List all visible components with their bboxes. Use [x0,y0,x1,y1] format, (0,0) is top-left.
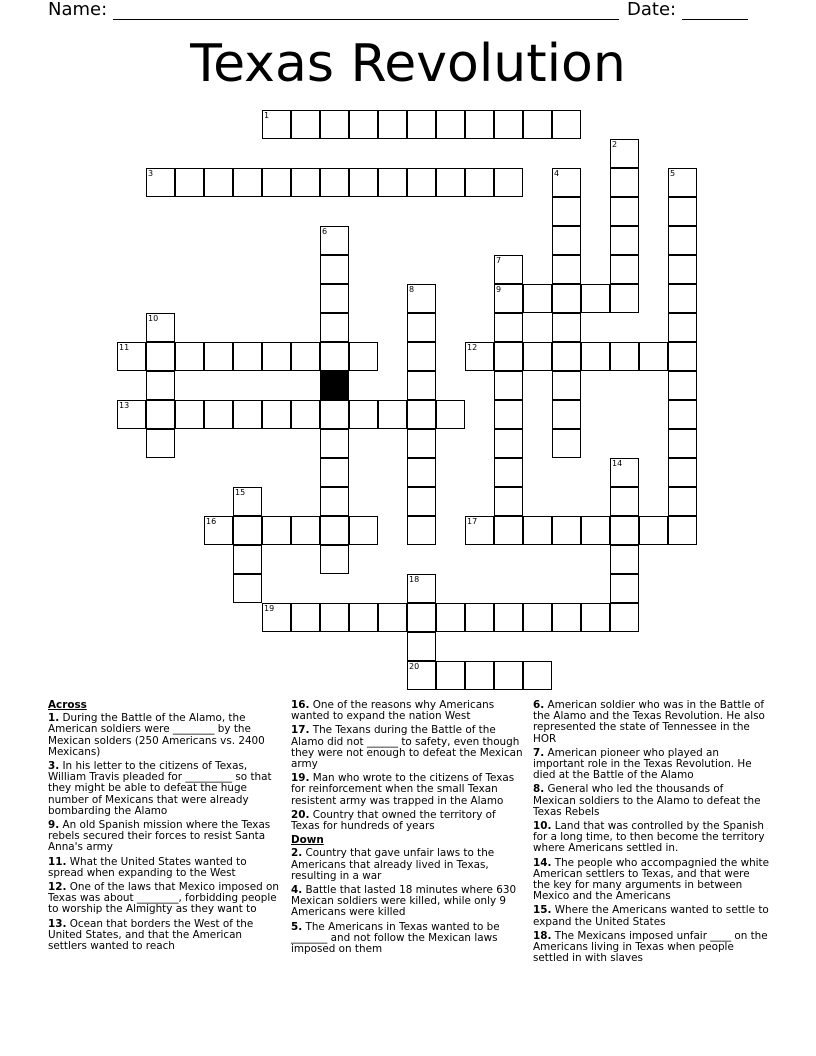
grid-cell[interactable] [407,574,436,603]
grid-cell[interactable] [494,661,523,690]
grid-cell[interactable] [552,110,581,139]
grid-cell[interactable] [668,429,697,458]
grid-cell[interactable] [233,516,262,545]
grid-cell[interactable] [320,429,349,458]
grid-cell[interactable] [552,371,581,400]
grid-cell[interactable] [349,400,378,429]
clue-number-label: 13. [48,917,67,930]
name-label: Name: [48,0,108,20]
clue-item [291,885,527,919]
clue-number-label: 7. [533,746,545,759]
page-title: Texas Revolution [190,34,626,94]
grid-cell[interactable] [465,110,494,139]
down-heading: Down [291,834,324,847]
clue-number-label: 2. [291,847,303,860]
down-clue-list-1 [291,848,527,955]
grid-cell[interactable] [320,342,349,371]
grid-cell[interactable] [494,313,523,342]
clue-number: 13 [119,401,130,410]
clue-item [48,919,284,953]
grid-cell[interactable] [349,168,378,197]
grid-cell[interactable] [262,516,291,545]
grid-cell[interactable] [291,168,320,197]
grid-cell[interactable] [233,168,262,197]
clue-number-label: 9. [48,819,60,832]
clue-text: One of the laws that Mexico imposed on Texas was about ________, forbidding people to worship the Almighty as they want to [48,881,279,916]
grid-cell[interactable] [146,313,175,342]
grid-cell[interactable] [494,168,523,197]
grid-cell[interactable] [610,255,639,284]
clue-number-label: 20. [291,808,310,821]
grid-cell[interactable] [320,545,349,574]
grid-cell[interactable] [552,400,581,429]
clues-column-3 [533,700,769,967]
clue-text: In his letter to the citizens of Texas, William Travis pleaded for _________ so that they might be able to defeat the huge number of Mexicans that were already bombarding the Alamo [48,760,272,817]
grid-cell[interactable] [204,516,233,545]
grid-cell[interactable] [233,545,262,574]
clue-number-label: 5. [291,920,303,933]
grid-cell[interactable] [610,139,639,168]
clue-number-label: 16. [291,699,310,711]
grid-cell[interactable] [610,516,639,545]
grid-cell[interactable] [610,168,639,197]
grid-cell[interactable] [320,168,349,197]
clue-text: The Texans during the Battle of the Alamo did not ______ to safety, even though they were not enough to defeat the Mexican army [291,724,523,771]
clue-number: 10 [148,314,159,323]
grid-cell[interactable] [523,603,552,632]
grid-cell[interactable] [523,284,552,313]
grid-cell[interactable] [552,516,581,545]
grid-cell[interactable] [233,400,262,429]
grid-cell[interactable] [117,400,146,429]
grid-cell[interactable] [175,400,204,429]
grid-cell[interactable] [668,487,697,516]
grid-cell[interactable] [610,342,639,371]
clue-number-label: 17. [291,724,310,737]
grid-cell[interactable] [610,458,639,487]
grid-cell[interactable] [552,313,581,342]
clue-text: American soldier who was in the Battle of the Alamo and the Texas Revolution. He also represented the state of Tennessee in the HOR [533,699,765,745]
grid-cell[interactable] [465,168,494,197]
grid-cell[interactable] [436,603,465,632]
black-square [320,371,349,400]
grid-cell[interactable] [610,197,639,226]
grid-cell[interactable] [407,458,436,487]
clue-text: General who led the thousands of Mexican soldiers to the Alamo to defeat the Texas Rebels [533,783,761,818]
clue-number: 5 [670,169,676,178]
grid-cell[interactable] [378,400,407,429]
grid-cell[interactable] [494,603,523,632]
grid-cell[interactable] [204,168,233,197]
grid-cell[interactable] [407,371,436,400]
clues-column-1 [48,700,284,955]
grid-cell[interactable] [552,255,581,284]
grid-cell[interactable] [610,545,639,574]
grid-cell[interactable] [378,603,407,632]
clue-number: 4 [554,169,560,178]
clue-number: 7 [496,256,502,265]
grid-cell[interactable] [117,342,146,371]
grid-cell[interactable] [320,284,349,313]
clue-item [291,725,527,770]
clue-item [291,810,527,832]
grid-cell[interactable] [146,371,175,400]
clue-number-label: 12. [48,881,67,894]
grid-cell[interactable] [233,487,262,516]
clue-text: An old Spanish mission where the Texas rebels secured their forces to resist Santa Anna's army [48,819,271,854]
clue-number-label: 3. [48,760,60,773]
grid-cell[interactable] [378,168,407,197]
grid-cell[interactable] [552,429,581,458]
grid-cell[interactable] [291,342,320,371]
grid-cell[interactable] [262,168,291,197]
grid-cell[interactable] [436,400,465,429]
grid-cell[interactable] [581,516,610,545]
grid-cell[interactable] [465,342,494,371]
clue-number-label: 6. [533,699,545,711]
clue-item [291,700,527,722]
clue-text: The people who accompagnied the white American settlers to Texas, and that were the key for many arguments in between Mexico and the Americans [533,856,770,903]
grid-cell[interactable] [552,197,581,226]
grid-cell[interactable] [407,661,436,690]
grid-cell[interactable] [175,168,204,197]
grid-cell[interactable] [291,516,320,545]
clue-item [533,821,769,855]
grid-cell[interactable] [494,458,523,487]
clue-number: 18 [409,575,420,584]
grid-cell[interactable] [581,342,610,371]
clue-item [291,848,527,882]
grid-cell[interactable] [407,342,436,371]
grid-cell[interactable] [552,603,581,632]
grid-cell[interactable] [262,342,291,371]
grid-cell[interactable] [668,284,697,313]
grid-cell[interactable] [175,342,204,371]
grid-cell[interactable] [552,168,581,197]
grid-cell[interactable] [494,284,523,313]
grid-cell[interactable] [320,487,349,516]
grid-cell[interactable] [494,342,523,371]
grid-cell[interactable] [320,516,349,545]
grid-cell[interactable] [668,516,697,545]
grid-cell[interactable] [349,342,378,371]
grid-cell[interactable] [407,400,436,429]
clue-number-label: 15. [533,904,552,917]
grid-cell[interactable] [262,110,291,139]
clue-item [533,931,769,965]
grid-cell[interactable] [291,603,320,632]
grid-cell[interactable] [610,603,639,632]
grid-cell[interactable] [610,487,639,516]
grid-cell[interactable] [494,255,523,284]
clue-number: 12 [467,343,478,352]
clue-text: Country that gave unfair laws to the Americans that already lived in Texas, resulting in a war [291,847,495,882]
grid-cell[interactable] [320,458,349,487]
grid-cell[interactable] [349,110,378,139]
clue-number: 3 [148,169,154,178]
clue-number-label: 10. [533,820,552,833]
grid-cell[interactable] [610,574,639,603]
grid-cell[interactable] [407,313,436,342]
grid-cell[interactable] [639,342,668,371]
grid-cell[interactable] [465,661,494,690]
grid-cell[interactable] [291,400,320,429]
clue-item [48,820,284,854]
clue-number-label: 8. [533,783,545,796]
clue-number-label: 14. [533,856,552,869]
grid-cell[interactable] [523,342,552,371]
grid-cell[interactable] [639,516,668,545]
clue-item [291,922,527,956]
grid-cell[interactable] [146,342,175,371]
clue-number: 6 [322,227,328,236]
clue-text: Ocean that borders the West of the United States, and that the American settlers wanted to reach [48,917,254,953]
clue-number-label: 19. [291,772,310,785]
clue-number: 9 [496,285,502,294]
grid-cell[interactable] [668,400,697,429]
clue-item [533,700,769,745]
clue-text: One of the reasons why Americans wanted to expand the nation West [291,699,495,723]
grid-cell[interactable] [523,110,552,139]
grid-cell[interactable] [233,574,262,603]
clue-item [48,882,284,916]
grid-cell[interactable] [320,313,349,342]
grid-cell[interactable] [204,342,233,371]
clue-item [48,761,284,817]
clue-number-label: 18. [533,929,552,942]
grid-cell[interactable] [262,603,291,632]
clue-text: The Mexicans imposed unfair ____ on the Americans living in Texas when people settled in with slaves [533,929,768,965]
grid-cell[interactable] [465,603,494,632]
clue-number: 8 [409,285,415,294]
clue-number: 20 [409,662,420,671]
grid-cell[interactable] [494,516,523,545]
clue-item [533,748,769,782]
grid-cell[interactable] [320,400,349,429]
grid-cell[interactable] [320,255,349,284]
grid-cell[interactable] [668,458,697,487]
clue-number: 2 [612,140,618,149]
grid-cell[interactable] [465,516,494,545]
clue-text: The Americans in Texas wanted to be _______ and not follow the Mexican laws imposed on them [291,920,500,956]
grid-cell[interactable] [668,226,697,255]
clue-number-label: 11. [48,855,67,868]
across-clue-list-2 [291,700,527,832]
clue-item [48,857,284,879]
grid-cell[interactable] [291,110,320,139]
grid-cell[interactable] [494,429,523,458]
grid-cell[interactable] [407,168,436,197]
grid-cell[interactable] [436,110,465,139]
grid-cell[interactable] [610,284,639,313]
grid-cell[interactable] [668,313,697,342]
grid-cell[interactable] [233,342,262,371]
grid-cell[interactable] [668,342,697,371]
grid-cell[interactable] [320,603,349,632]
clue-number: 14 [612,459,623,468]
grid-cell[interactable] [668,255,697,284]
clue-text: Man who wrote to the citizens of Texas for reinforcement when the small Texan resistent army was trapped in the Alamo [291,772,515,807]
grid-cell[interactable] [349,516,378,545]
grid-cell[interactable] [436,168,465,197]
grid-cell[interactable] [668,371,697,400]
clue-text: During the Battle of the Alamo, the American soldiers were ________ by the Mexican solders (250 Americans vs. 2400 Mexicans) [48,712,265,758]
clue-text: Country that owned the territory of Texas for hundreds of years [291,808,496,833]
clue-item [533,858,769,903]
clue-text: Land that was controlled by the Spanish for a long time, to then become the territory where Americans settled in. [533,820,765,855]
across-clue-list-1 [48,713,284,952]
grid-cell[interactable] [407,429,436,458]
clue-number: 16 [206,517,217,526]
clue-text: Where the Americans wanted to settle to expand the United States [533,904,769,928]
clue-text: American pioneer who played an important role in the Texas Revolution. He died at the Battle of the Alamo [533,746,752,782]
grid-cell[interactable] [349,603,378,632]
grid-cell[interactable] [320,226,349,255]
clue-number-label: 4. [291,884,303,897]
grid-cell[interactable] [494,487,523,516]
grid-cell[interactable] [146,429,175,458]
grid-cell[interactable] [407,632,436,661]
clue-text: Battle that lasted 18 minutes where 630 Mexican soldiers were killed, while only 9 Americans were killed [291,884,517,919]
grid-cell[interactable] [581,603,610,632]
grid-cell[interactable] [552,342,581,371]
grid-cell[interactable] [552,284,581,313]
grid-cell[interactable] [407,110,436,139]
across-heading: Across [48,699,87,711]
grid-cell[interactable] [320,110,349,139]
grid-cell[interactable] [552,226,581,255]
clue-item [48,713,284,758]
grid-cell[interactable] [146,400,175,429]
clue-number: 1 [264,111,270,120]
grid-cell[interactable] [378,110,407,139]
grid-cell[interactable] [668,168,697,197]
clue-number: 17 [467,517,478,526]
grid-cell[interactable] [407,603,436,632]
date-label: Date: [627,0,677,20]
clue-item [533,784,769,818]
clue-text: What the United States wanted to spread when expanding to the West [48,855,247,879]
grid-cell[interactable] [668,197,697,226]
down-clue-list-2 [533,700,769,964]
grid-cell[interactable] [204,400,233,429]
clues-column-2 [291,700,527,958]
clue-number: 11 [119,343,130,352]
clue-item [533,905,769,927]
grid-cell[interactable] [407,516,436,545]
grid-cell[interactable] [523,516,552,545]
clue-number: 19 [264,604,275,613]
grid-cell[interactable] [262,400,291,429]
grid-cell[interactable] [407,284,436,313]
grid-cell[interactable] [146,168,175,197]
grid-cell[interactable] [523,661,552,690]
clue-number: 15 [235,488,246,497]
grid-cell[interactable] [407,487,436,516]
clue-number-label: 1. [48,712,60,725]
grid-cell[interactable] [581,284,610,313]
grid-cell[interactable] [436,661,465,690]
grid-cell[interactable] [494,110,523,139]
grid-cell[interactable] [610,226,639,255]
grid-cell[interactable] [494,400,523,429]
grid-cell[interactable] [494,371,523,400]
clue-item [291,773,527,807]
